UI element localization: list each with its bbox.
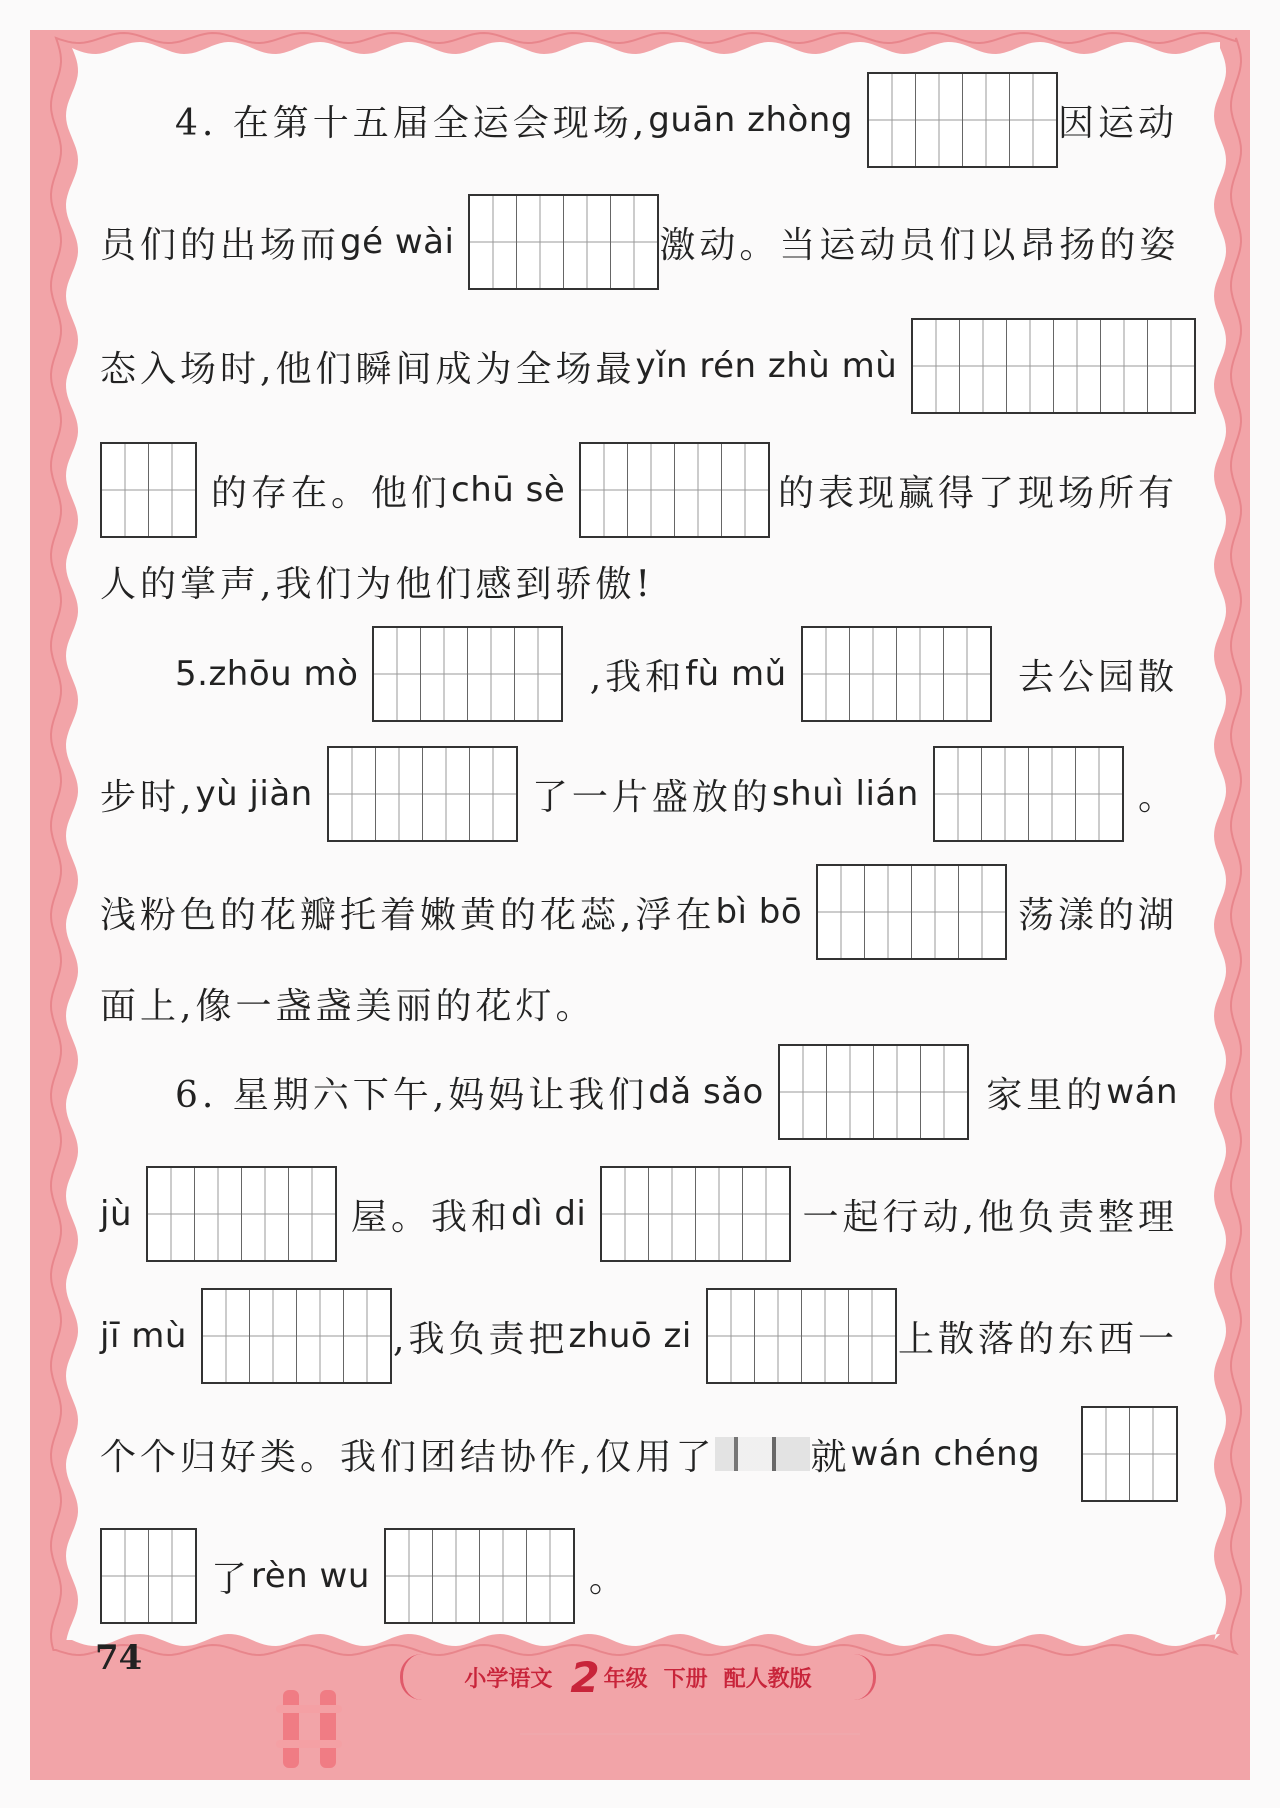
pinyin: dǎ sǎo — [648, 1072, 764, 1112]
answer-boxes-1[interactable] — [100, 1528, 197, 1624]
text: 家里的 — [986, 1074, 1107, 1116]
answer-boxes-2[interactable] — [372, 626, 563, 722]
text: 的表现赢得了现场所有 — [777, 472, 1178, 514]
text: 了一片盛放的 — [531, 776, 772, 818]
text: 浅粉色的花瓣托着嫩黄的花蕊,浮在 — [100, 894, 716, 936]
q4-line-4 — [100, 442, 1178, 538]
text: 步时, — [100, 776, 196, 818]
q6-line-3 — [100, 1288, 1178, 1384]
footer-grade-suffix: 年级 — [603, 1666, 648, 1692]
answer-boxes-2[interactable] — [146, 1166, 337, 1262]
text: 的存在。他们 — [211, 472, 452, 514]
text: 屋。我和 — [351, 1196, 512, 1238]
footer-grade-number: 2 — [570, 1652, 600, 1702]
q5-line-1 — [175, 626, 1178, 722]
footer-volume: 下册 — [663, 1666, 708, 1692]
q5-line-3 — [100, 864, 1178, 960]
text: 一起行动,他负责整理 — [802, 1196, 1178, 1238]
q6-line-2 — [100, 1166, 1178, 1262]
pinyin: yǐn rén zhù mù — [635, 346, 898, 386]
answer-boxes-2[interactable] — [384, 1528, 575, 1624]
text: 态入场时,他们瞬间成为全场最 — [100, 348, 636, 390]
text: 个个归好类。我们团结协作,仅用了 — [100, 1436, 716, 1478]
q6-line-4 — [100, 1406, 1178, 1502]
answer-boxes-2[interactable] — [600, 1166, 791, 1262]
answer-boxes-2[interactable] — [816, 864, 1007, 960]
pinyin: shuì lián — [771, 774, 919, 814]
text: 面上,像一盏盏美丽的花灯。 — [100, 986, 596, 1027]
q6-line-1 — [175, 1044, 1178, 1140]
answer-boxes-2[interactable] — [579, 442, 770, 538]
answer-boxes-2[interactable] — [706, 1288, 897, 1384]
answer-boxes-1[interactable] — [100, 442, 197, 538]
pinyin: guān zhòng — [648, 100, 853, 140]
footer-edition: 配人教版 — [723, 1666, 812, 1692]
pinyin: fù mǔ — [685, 654, 787, 694]
q5-line-4 — [100, 978, 1178, 1029]
q6-line-5 — [100, 1528, 1178, 1624]
pinyin: rèn wu — [251, 1556, 370, 1596]
answer-boxes-2[interactable] — [778, 1044, 969, 1140]
redaction-mark — [715, 1437, 810, 1471]
q5-line-2 — [100, 746, 1178, 842]
text: 上散落的东西一 — [897, 1318, 1178, 1360]
pinyin: chū sè — [451, 470, 566, 510]
q4-line-3 — [100, 318, 1178, 414]
q4-line-5 — [100, 556, 1178, 607]
text: 。 — [588, 1558, 629, 1600]
text: 就 — [810, 1436, 851, 1478]
pinyin: jù — [100, 1194, 132, 1234]
text: ,我负责把 — [393, 1318, 569, 1360]
answer-boxes-2[interactable] — [867, 72, 1058, 168]
text: ,我和 — [589, 656, 686, 698]
pinyin: dì di — [511, 1194, 587, 1234]
answer-boxes-2[interactable] — [801, 626, 992, 722]
text: 去公园散 — [1017, 656, 1178, 698]
footer-subject: 小学语文 — [464, 1666, 553, 1692]
text: 6. 星期六下午,妈妈让我们 — [175, 1074, 649, 1116]
answer-boxes-2[interactable] — [327, 746, 518, 842]
answer-boxes-1[interactable] — [1081, 1406, 1178, 1502]
page-number: 74 — [95, 1638, 143, 1678]
footer-banner — [400, 1654, 876, 1700]
answer-boxes-2[interactable] — [468, 194, 659, 290]
pinyin: wán chéng — [850, 1434, 1041, 1474]
q4-line-2 — [100, 194, 1178, 290]
pinyin: wán — [1106, 1072, 1178, 1112]
pinyin: jī mù — [100, 1316, 187, 1356]
text: 。 — [1137, 776, 1178, 818]
pinyin: gé wài — [340, 222, 455, 262]
pinyin: bì bō — [715, 892, 803, 932]
pinyin: yù jiàn — [195, 774, 313, 814]
text: 5. — [175, 654, 209, 694]
text: 了 — [211, 1558, 252, 1600]
text: 4. 在第十五届全运会现场, — [175, 102, 649, 144]
pinyin: zhōu mò — [208, 654, 359, 694]
text: 人的掌声,我们为他们感到骄傲! — [100, 564, 654, 605]
text: 荡漾的湖 — [1017, 894, 1178, 936]
answer-boxes-2[interactable] — [933, 746, 1124, 842]
q4-line-1 — [175, 72, 1178, 168]
text: 员们的出场而 — [100, 224, 341, 266]
answer-boxes-3[interactable] — [911, 318, 1196, 414]
pinyin: zhuō zi — [568, 1316, 692, 1356]
text: 激动。当运动员们以昂扬的姿 — [659, 224, 1180, 266]
text: 因运动 — [1057, 102, 1178, 144]
answer-boxes-2[interactable] — [201, 1288, 392, 1384]
